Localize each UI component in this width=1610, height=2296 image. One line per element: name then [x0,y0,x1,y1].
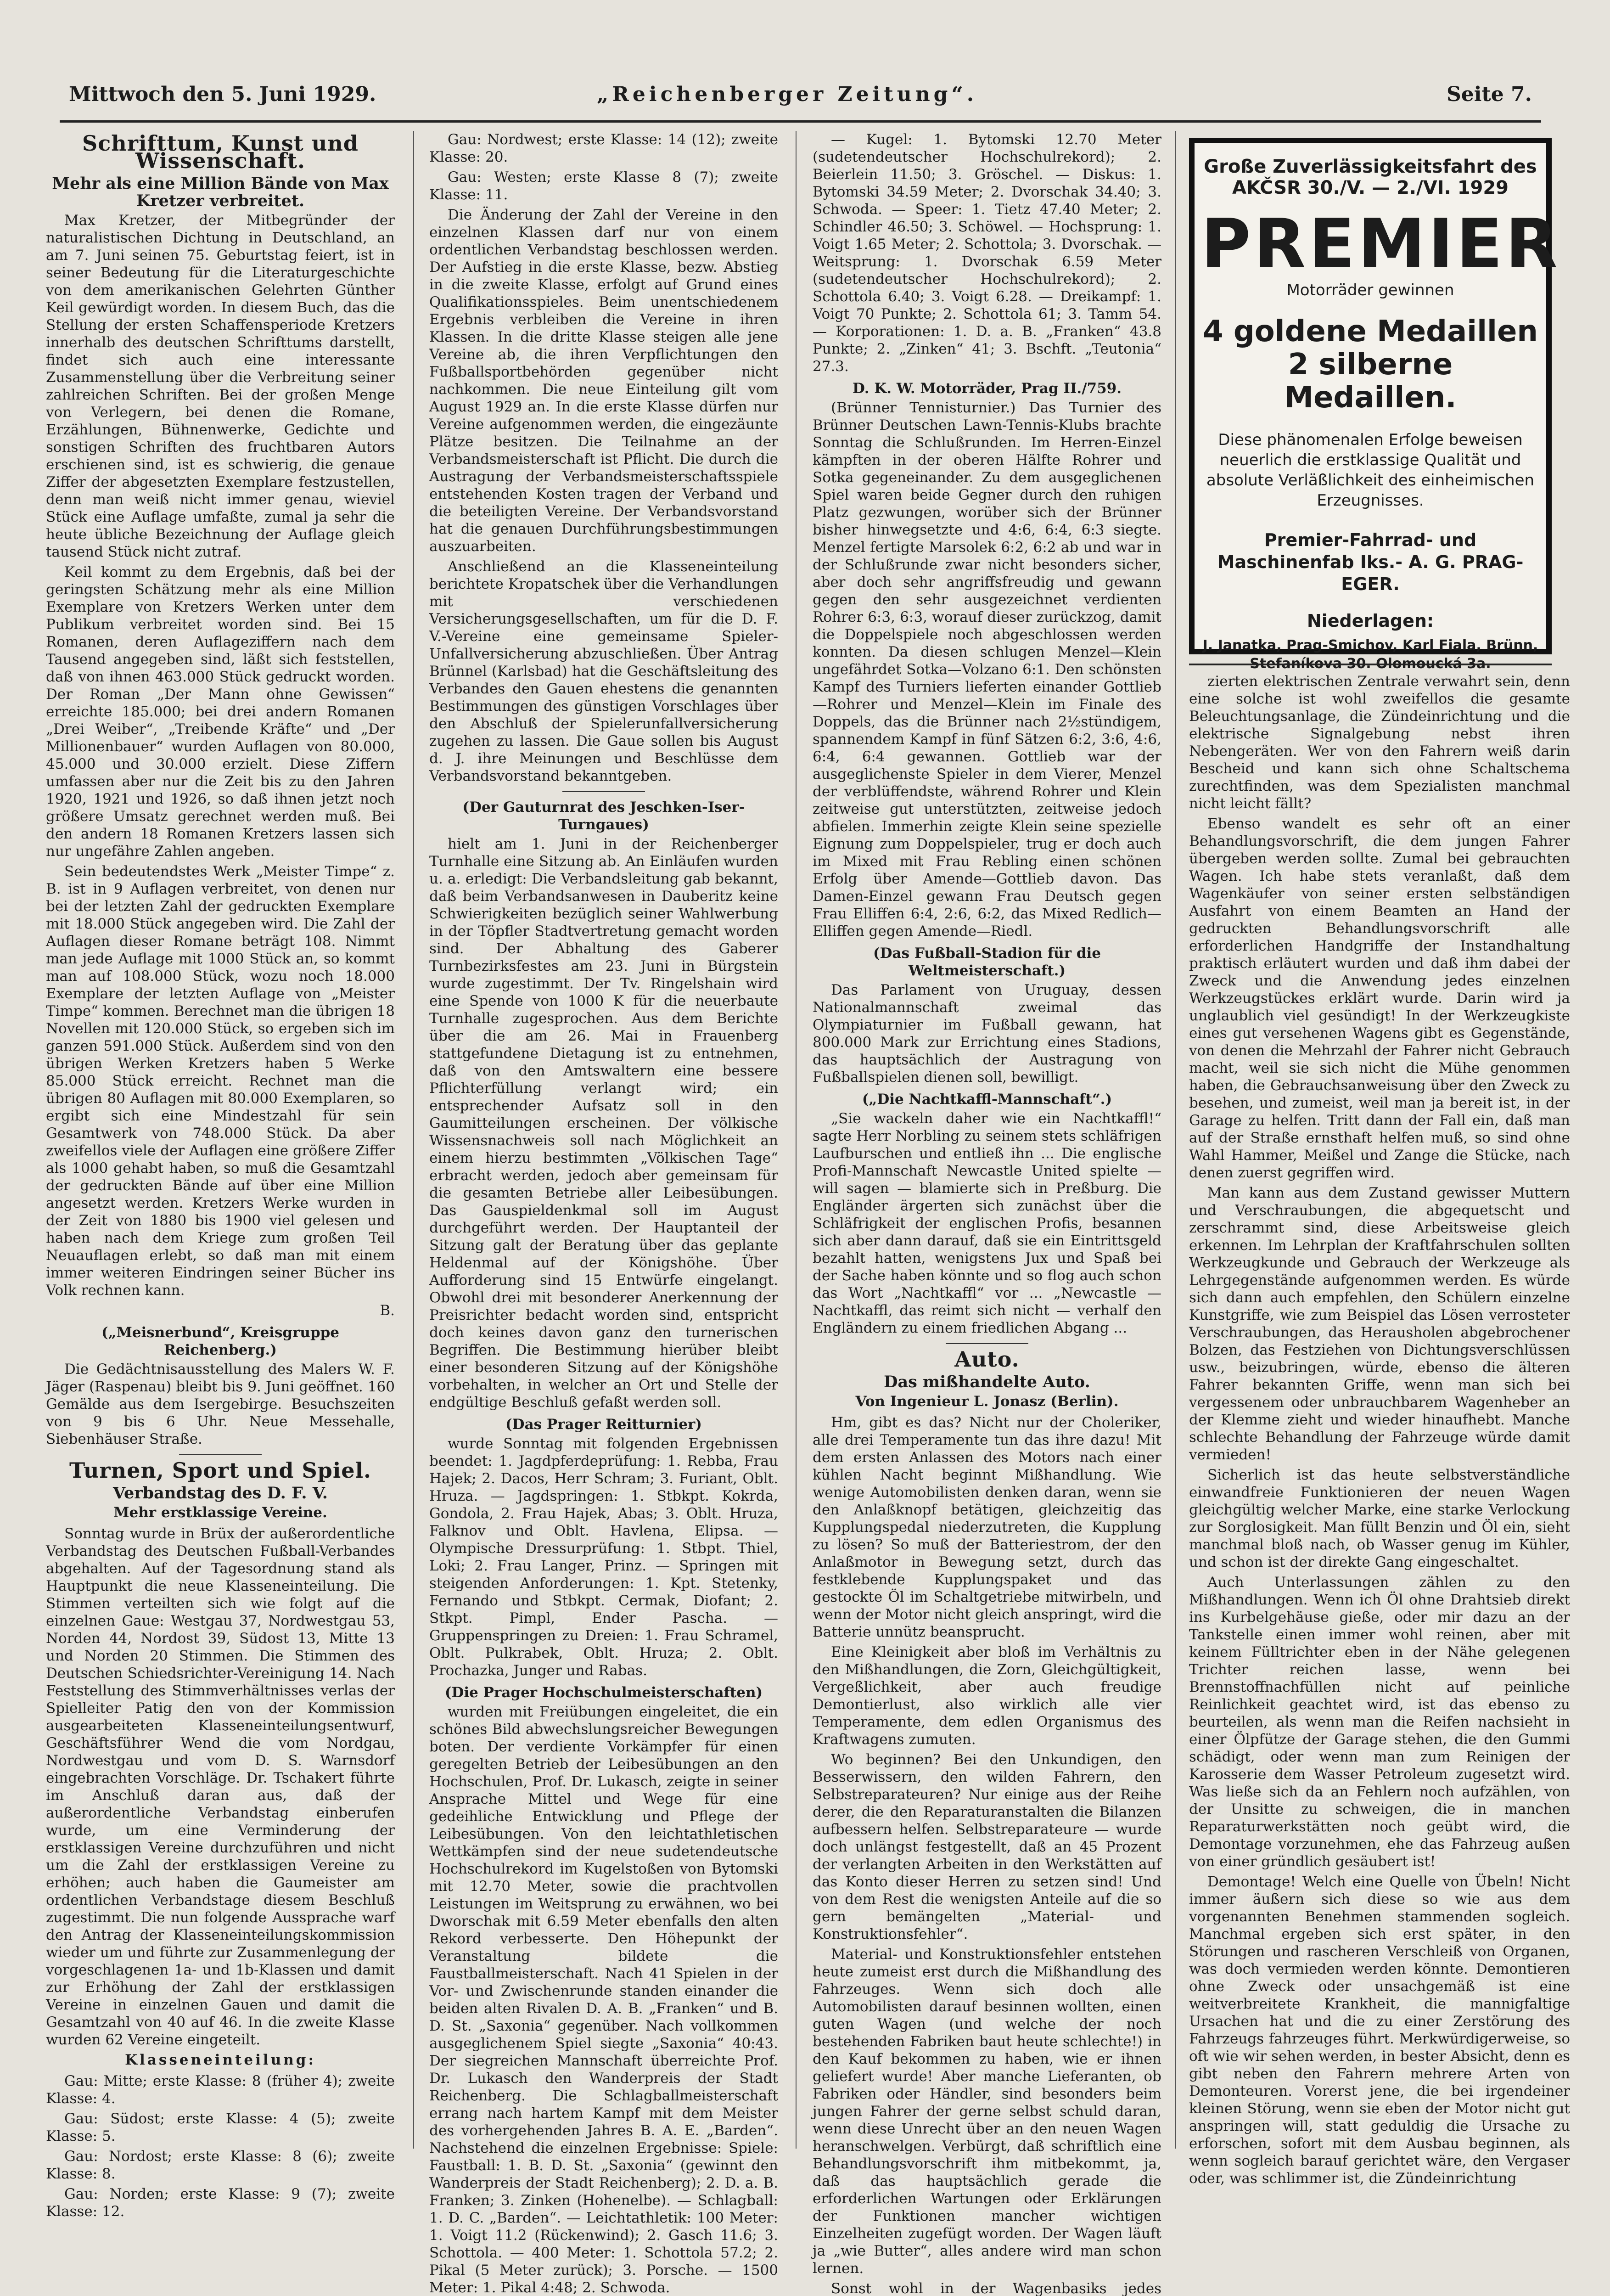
article-paragraph: — Kugel: 1. Bytomski 12.70 Meter (sudetendeutscher Hochschulrekord); 2. Beierlein 11.50; 3. Gröschel. — Diskus: 1. Bytomski 34.59 Meter; 2. Dvorschak 34.40; 3. Schwoda. — Speer: 1. Tietz 47.40 Meter; 2. Schindler 46.50; 3. Schöwel. — Hochsprung: 1. Voigt 1.65 Meter; 2. Schottola; 3. Dvorschak. — Weitsprung: 1. Dvorschak 6.59 Meter (sudetendeutscher Hochschulrekord); 2. Schottola 6.40; 3. Voigt 6.28. — Dreikampf: 1. Voigt 70 Punkte; 2. Schottola 61; 3. Tamm 54. — Korporationen: 1. D. a. B. „Franken“ 43.8 Punkte; 2. „Zinken“ 41; 3. Bschft. „Teutonia“ 27.3. [813,131,1161,375]
ad-outlets-heading: Niederlagen: [1307,611,1434,631]
ad-outlet-addresses: Stefaníkova 30. Olomoucká 3a. [1250,656,1491,672]
article-paragraph: „Sie wackeln daher wie ein Nachtkaffl!“ sagte Herr Norbling zu seinem stets schläfrigen Laufburschen und entließ ihn ... Die englische Profi-Mannschaft Newcastle United spielte — will sagen — blamierte sich in Preßburg. Die Engländer ärgerten sich zunächst über die Schläfrigkeit der englischen Profis, besannen sich aber dann darauf, daß sie ein Eintrittsgeld bezahlt hatten, wenigstens Jux und Spaß bei der Sache haben könnte und so flog auch schon das Wort „Nachtkaffl“ vor ... „Newcastle — Nachtkaffl, das reimt sich nicht — verhalf den Engländern zu einem friedlichen Abgang ... [813,1110,1161,1336]
article-signature: B. [380,1302,395,1319]
article-paragraph: Max Kretzer, der Mitbegründer der naturalistischen Dichtung in Deutschland, an am 7. Juni seinen 75. Geburtstag feiert, ist in seiner Bedeutung für die Literaturgeschichte von dem amerikanischen Gelehrten Günther Keil gewürdigt worden. In diesem Buch, das die Stellung der ersten Schaffensperiode Kretzers innerhalb des deutschen Schrifttums darstellt, findet sich auch eine interessante Zusammenstellung über die Verbreitung seiner zahlreichen Schriften. Bei der großen Menge von Verlegern, bei denen die Romane, Erzählungen, Bühnenwerke, Gedichte und sonstigen Schriften des fruchtbaren Autors erschienen sind, ist es schwierig, die genaue Ziffer der abgesetzten Exemplare festzustellen, denn man weiß nicht immer genau, wieviel Stück eine Auflage umfaßte, zumal ja sehr die heute übliche Bezeichnung der Auflage gleich tausend Stück nicht zutraf. [46,212,395,560]
separator-rule [946,1343,1028,1344]
article-paragraph: Eine Kleinigkeit aber bloß im Verhältnis zu den Mißhandlungen, die Zorn, Gleichgültigkeit, Vergeßlichkeit, aber auch freudige Demontierlust, also wirklich alle vier Temperamente, dem edlen Organismus des Kraftwagens zumuten. [813,1644,1161,1748]
ad-silver-medals: 2 silberne Medaillen. [1284,348,1457,415]
column-4 [1189,673,1570,2187]
table-heading: Klasseneinteilung: [125,2052,316,2068]
article-paragraph: Sonntag wurde in Brüx der außerordentliche Verbandstag des Deutschen Fußball-Verbandes abgehalten. Auf der Tagesordnung stand als Hauptpunkt die neue Klasseneinteilung. Die Stimmen verteilten sich wie folgt auf die einzelnen Gaue: Westgau 37, Nordwestgau 53, Norden 44, Nordost 39, Südost 13, Mitte 13 und Norden 20 Stimmen. Die Stimmen des Deutschen Schiedsrichter-Vereinigung 14. Nach Feststellung des Stimmverhältnisses verlas der Spielleiter Patig den von der Kommission ausgearbeiteten Klasseneinteilungsentwurf, Geschäftsführer Wend die vom Nordgau, Nordwestgau und vom D. S. Warnsdorf eingebrachten Vorschläge. Dr. Tschakert führte im Anschluß daran aus, daß der außerordentliche Verbandstag einberufen wurde, um eine Verminderung der erstklassigen Vereine durchzuführen und nicht um die Zahl der erstklassigen Vereine zu erhöhen; auch haben die Gaumeister am ordentlichen Verbandstage diesem Beschluß zugestimmt. Die nun folgende Aussprache warf den Antrag der Klasseneinteilungskommission wieder um und führte zur Zusammenlegung der vorgeschlagenen 1a- und 1b-Klassen und damit zur Erhöhung der Zahl der erstklassigen Vereine in einzelnen Gauen und damit die Gesamtzahl von 40 auf 46. In die zweite Klasse wurden 62 Vereine eingeteilt. [46,1525,395,2048]
premier-advertisement [1189,138,1560,672]
ad-company: Premier-Fahrrad- und Maschinenfab Iks.- A. G. PRAG-EGER. [1217,530,1524,594]
header-rule [60,120,1541,123]
ad-brand-logo: PREMIER [1201,204,1560,283]
article-byline: Von Ingenieur L. Jonasz (Berlin). [855,1393,1119,1410]
section-heading: Schrifttum, Kunst und Wissenschaft. [82,131,359,173]
article-paragraph: Ebenso wandelt es sehr oft an einer Behandlungsvorschrift, die dem jungen Fahrer übergeben werden sollte. Zumal bei gebrauchten Wagen. Ich habe stets veranlaßt, daß dem Wagenkäufer von seiner ersten selbständigen Ausfahrt von einem Beamten an Hand der gedruckten Behandlungsvorschrift alle erforderlichen Handgriffe der Instandhaltung praktisch erläutert wurden und daß ihm dabei der Zweck und die Anwendung jedes einzelnen Werkzeugstückes erklärt wurde. Darin wird ja unglaublich viel gesündigt! In der Werkzeugkiste eines gut versehenen Wagens gibt es Gegenstände, von denen die Mehrzahl der Fahrer nicht Gebrauch macht, weil sie sich nicht die Mühe genommen haben, die Gebrauchsanweisung über den Zweck zu besehen, und zumeist, weil man ja bereit ist, in der Garage zu helfen. Tritt dann der Fall ein, daß man auf der Straße ernsthaft helfen muß, so sind ohne Wahl Hammer, Meißel und Zange die Stücke, nach denen zuerst gegriffen wird. [1189,816,1570,1181]
article-paragraph: Material- und Konstruktionsfehler entstehen heute zumeist erst durch die Mißhandlung des Fahrzeuges. Wenn sich doch alle Automobilisten darauf besinnen wollten, einen guten Wagen (und welche der noch bestehenden Fabriken baut heute schlechte!) in den Kauf bekommen zu haben, wie er ihnen geliefert wurde! Aber manche Lieferanten, ob Fabriken oder Händler, sind besonders beim jungen Fahrer der gerne selbst schuld daran, wenn diese Unrecht über an den neuen Wagen heranschwelgen. Verbürgt, daß schriftlich eine Behandlungsvorschrift ihm mitbekommt, ja, daß das hauptsächlich gerade die erforderlichen Wartungen oder Erklärungen der Funktionen mancher wichtigen Einzelheiten zugefügt worden. Der Wagen läuft ja „wie Butter“, alles andere wird man schon lernen. [813,1946,1161,2277]
header-page-number: Seite 7. [1446,83,1532,106]
table-row: Gau: Nordost; erste Klasse: 8 (6); zweite Klasse: 8. [46,2148,395,2182]
article-paragraph: Man kann aus dem Zustand gewisser Muttern und Verschraubungen, die abgequetscht und zerschrammt sind, diese Arbeitsweise gleich erkennen. Im Lehrplan der Kraftfahrschulen sollten Werkzeugkunde und Gebrauch der Werkzeuge als Lehrgegenstände aufgenommen werden. Es würde sich dann auch empfehlen, den Schülern einzelne Kunstgriffe, wie zum Beispiel das Lösen verrosteter Verschraubungen, das Herausholen abgebrochener Bolzen, das Festziehen von Dichtungsverschlüssen usw., beizubringen, würde, ebenso die älteren Fahrer bekannten Griffe, wenn man sich bei vergessenem oder unbrauchbarem Wagenheber an der Klemme zieht und wieder hinaufhebt. Manche schlechte Behandlung der Fahrzeuge würde damit vermieden! [1189,1185,1570,1463]
article-subtitle: Mehr erstklassige Vereine. [113,1504,327,1521]
article-paragraph: wurde Sonntag mit folgenden Ergebnissen beendet: 1. Jagdpferdeprüfung: 1. Rebba, Frau Hajek; 2. Dacos, Herr Schram; 3. Furiant, Oblt. Hruza. — Jagdspringen: 1. Stbkpt. Kokrda, Gondola, 2. Frau Hajek, Abas; 3. Oblt. Hruza, Falknov und Oblt. Havlena, Elipsa. — Olympische Dressurprüfung: 1. Stbpt. Thiel, Loki; 2. Frau Langer, Prinz. — Springen mit steigenden Anforderungen: 1. Kpt. Stetenky, Fernando und Stbkpt. Cermak, Diofant; 2. Stkpt. Pimpl, Ender Pascha. — Gruppenspringen zu Dreien: 1. Frau Schramel, Oblt. Pulkrabek, Oblt. Hruza; 2. Oblt. Prochazka, Junger und Rabas. [429,1435,778,1679]
column-3 [813,131,1161,2296]
article-title: Verbandstag des D. F. V. [113,1484,328,1503]
table-row: Gau: Nordwest; erste Klasse: 14 (12); zweite Klasse: 20. [429,131,778,165]
article-paragraph: Das Parlament von Uruguay, dessen Nationalmannschaft zweimal das Olympiaturnier im Fußball gewann, hat 800.000 Mark zur Errichtung eines Stadions, das hauptsächlich der Austragung von Fußballspielen dienen soll, bewilligt. [813,982,1161,1086]
article-paragraph: Die Änderung der Zahl der Vereine in den einzelnen Klassen darf nur von einem ordentlichen Verbandstag beschlossen werden. Der Aufstieg in die erste Klasse, bezw. Abstieg in die zweite Klasse, erfolgt auf Grund eines Qualifikationsspieles. Beim unentschiedenem Ergebnis verbleiben die Vereine in ihren Klassen. In die dritte Klasse steigen alle jene Vereine ab, die ihren Verpflichtungen den Fußballsportbehörden gegenüber nicht nachkommen. Die neue Einteilung gilt vom August 1929 an. In die erste Klasse dürfen nur Vereine aufgenommen werden, die eingezäunte Plätze besitzen. Die Teilnahme an der Verbandsmeisterschaft ist Pflicht. Die durch die Austragung der Verbandsmeisterschaftsspiele entstehenden Kosten tragen der Verband und die beteiligten Vereine. Der Verbandsvorstand hat die genauen Durchführungsbestimmungen auszuarbeiten. [429,207,778,555]
article-paragraph: Anschließend an die Klasseneinteilung berichtete Kropatschek über die Verhandlungen mit verschiedenen Versicherungsgesellschaften, um für die D. F. V.-Vereine eine gemeinsame Spieler-Unfallversicherung abzuschließen. Über Antrag Brünnel (Karlsbad) hat die Geschäftsleitung des Verbandes den Gauen ehestens die genannten Bestimmungen des günstigen Vorschlages über den Abschluß der Spielerunfallversicherung zugehen zu lassen. Die Gaue sollen bis August d. J. ihre Meinungen und Beschlüsse dem Verbandsvorstand bekanntgeben. [429,558,778,784]
article-paragraph: Sein bedeutendstes Werk „Meister Timpe“ z. B. ist in 9 Auflagen verbreitet, von denen nur bei der letzten Zahl der gedruckten Exemplare mit 18.000 Stück angegeben wird. Die Zahl der Auflagen dieser Romane beträgt 108. Nimmt man jede Auflage mit 1000 Stück an, so kommt man auf 108.000 Stück, wozu noch 18.000 Exemplare der letzten Auflage von „Meister Timpe“ kommen. Berechnet man die übrigen 18 Novellen mit 120.000 Stück, so ergeben sich im ganzen 591.000 Stück. Außerdem sind von den übrigen Werken Kretzers haben 5 Werke 85.000 Stück erreicht. Rechnet man die übrigen 80 Auflagen mit 80.000 Exemplaren, so ergibt sich eine Mindestzahl für sein Gesamtwerk von 748.000 Stück. Da aber zweifellos viele der Auflagen eine größere Ziffer als 1000 gehabt haben, so muß die Gesamtzahl der gedruckten Bände auf über eine Million angesetzt werden. Kretzers Werke wurden in der Zeit von 1880 bis 1900 viel gelesen und haben nach dem Kriege zum großen Teil Neuauflagen erlebt, so daß man mit einem immer weiteren Eindringen seiner Bücher ins Volk rechnen kann. [46,863,395,1299]
header-date: Mittwoch den 5. Juni 1929. [69,83,376,106]
article-paragraph: (Brünner Tennisturnier.) Das Turnier des Brünner Deutschen Lawn-Tennis-Klubs brachte Sonntag die Schlußrunden. Im Herren-Einzel kämpften in der oberen Hälfte Rohrer und Sotka gegeneinander. Zu dem ausgeglichenen Spiel waren beide Gegner durch den ruhigen Platz gezwungen, worüber sich der Brünner bisher hinwegsetzte und 4:6, 6:4, 6:3 siegte. Menzel fertigte Marsolek 6:2, 6:2 ab und war in der Schlußrunde zwar nicht besonders sicher, aber doch sehr angriffsfreudig und gewann gegen den sehr ausgezeichnet verdienten Rohrer 6:3, 6:3, worauf dieser zurückzog, damit die Doppelspiele noch abgeschlossen werden konnten. Da diesen schlugen Menzel—Klein ungefährdet Sotka—Volzano 6:1. Den schönsten Kampf des Turniers lieferten einander Gottlieb—Rohrer und Menzel—Klein im Finale des Doppels, das die Brünner nach 2½stündigem, spannendem Kampf in fünf Sätzen 6:2, 3:6, 4:6, 6:4, 6:4 gewannen. Gottlieb war der ausgeglichenste Spieler in dem Vierer, Menzel der verblüffendste, während Rohrer und Klein zeitweise gut unterstützten, zeitweise jedoch abfielen. Immerhin zeigte Klein seine spezielle Eignung zum Doppelspieler, trug er doch auch im Mixed mit Frau Rebling einen schönen Erfolg über Amende—Gottlieb davon. Das Damen-Einzel gewann Frau Deutsch gegen Frau Elliffen 6:4, 2:6, 6:2, das Mixed Redlich—Elliffen gegen Amende—Riedl. [813,400,1161,940]
article-title: (Die Prager Hochschulmeisterschaften) [444,1684,763,1701]
header-paper-title: „Reichenberger Zeitung“. [597,83,978,106]
article-paragraph: Hm, gibt es das? Nicht nur der Choleriker, alle drei Temperamente tun das ihre dazu! Mit dem ersten Anlassen des Motors nach einer kühlen Nacht beginnt Mißhandlung. Wie wenige Automobilisten denken daran, wenn sie den Anlaßknopf betätigen, gleichzeitig das Kupplungspedal niederzutreten, die Kupplung zu lösen? So muß der Batteriestrom, der den Anlaßmotor in Bewegung setzt, durch das festklebende Kupplungspaket und das gestockte Öl im Schaltgetriebe mitwirbeln, und wenn der Motor nicht gleich anspringt, wird die Batterie unnütz beansprucht. [813,1414,1161,1640]
article-paragraph: wurden mit Freiübungen eingeleitet, die ein schönes Bild abwechslungsreicher Bewegungen boten. Der verdiente Vorkämpfer für einen geregelten Betrieb der Leibesübungen an den Hochschulen, Prof. Dr. Lukasch, zeigte in seiner Ansprache Mittel und Wege für eine gedeihliche Entwicklung und Pflege der Leibesübungen. Von den leichtathletischen Wettkämpfen sind der neue sudetendeutsche Hochschulrekord im Kugelstoßen von Bytomski mit 12.70 Meter, sowie die prachtvollen Leistungen im Weitsprung zu erwähnen, wo bei Dworschak mit 6.59 Meter ebenfalls den alten Rekord verbesserte. Den Höhepunkt der Veranstaltung bildete die Faustballmeisterschaft. Nach 41 Spielen in der Vor- und Zwischenrunde standen einander die beiden alten Rivalen D. A. B. „Franken“ und B. D. St. „Saxonia“ gegenüber. Nach vollkommen ausgeglichenem Spiel siegte „Saxonia“ 40:43. Der siegreichen Mannschaft überreichte Prof. Dr. Lukasch den Wanderpreis der Stadt Reichenberg. Die Schlagballmeisterschaft errang nach hartem Kampf mit dem Meister des vorhergehenden Jahres B. A. E. „Barden“. Nachstehend die einzelnen Ergebnisse: Spiele: Faustball: 1. B. D. St. „Saxonia“ (gewinnt den Wanderpreis der Stadt Reichenberg); 2. D. a. B. Franken; 3. Zinken (Hohenelbe). — Schlagball: 1. D. C. „Barden“. — Leichtathletik: 100 Meter: 1. Voigt 11.2 (Rückenwind); 2. Gasch 11.6; 3. Schottola. — 400 Meter: 1. Schottola 57.2; 2. Pikal (5 Meter zurück); 3. Porsche. — 1500 Meter: 1. Pikal 4:48; 2. Schwoda. [429,1704,778,2296]
article-paragraph: hielt am 1. Juni in der Reichenberger Turnhalle eine Sitzung ab. An Einläufen wurden u. a. erledigt: Die Verbandsleitung gab bekannt, daß beim Verbandsanwesen in Dauberitz keine Schwierigkeiten bezüglich seiner Wahlwerbung in der Töpfler Stadtvertretung gemacht worden sind. Der Abhaltung des Gaberer Turnbezirksfestes am 23. Juni in Bürgstein wurde zugestimmt. Der Tv. Ringelshain wird eine Spende von 1000 K für die neuerbaute Turnhalle zugesprochen. Aus dem Berichte über die am 26. Mai in Frauenberg stattgefundene Dietagung ist zu entnehmen, daß von den Amtswaltern eine bessere Pflichterfüllung verlangt wird; ein entsprechender Aufsatz soll in den Gaumitteilungen erscheinen. Der völkische Wissensnachweis soll nach Möglichkeit an einem hierzu bestimmten „Völkischen Tage“ erbracht werden, jedoch aber gemeinsam für die gesamten Betriebe aller Leibesübungen. Das Gauspieldenkmal soll im August durchgeführt werden. Der Hauptanteil der Sitzung galt der Beratung über das geplante Heldenmal auf der Königshöhe. Über Aufforderung sind 15 Entwürfe eingelangt. Obwohl drei mit besonderer Anerkennung der Preisrichter bedacht worden sind, entspricht doch keines davon ganz den turnerischen Begriffen. Die Bestimmung hierüber bleibt einer besonderen Sitzung auf der Königshöhe vorbehalten, in welcher an Ort und Stelle der endgültige Beschluß gefaßt werden soll. [429,836,778,1411]
table-row: Gau: Mitte; erste Klasse: 8 (früher 4); zweite Klasse: 4. [46,2073,395,2107]
article-title: („Die Nachtkaffl-Mannschaft“.) [862,1091,1112,1108]
ad-outlets: J. Janatka, Prag-Smichov, Karl Fiala, Brünn, [1202,637,1538,653]
column-rule [413,131,414,2149]
column-1 [46,131,395,2220]
separator-rule [562,791,645,792]
ad-event-dates: AKČSR 30./V. — 2./VI. 1929 [1232,177,1509,198]
article-paragraph: zierten elektrischen Zentrale verwahrt sein, denn eine solche ist wohl zweifellos die gesamte Beleuchtungsanlage, die Zündeinrichtung und die elektrische Signalgebung nebst ihren Nebengeräten. Wer von den Fahrern weiß darin Bescheid und kann sich ohne Schaltschema zurechtfinden, was dem Spezialisten manchmal nicht leicht fällt? [1189,673,1570,812]
table-row: Gau: Norden; erste Klasse: 9 (7); zweite Klasse: 12. [46,2186,395,2220]
ad-gold-medals: 4 goldene Medaillen [1203,315,1538,349]
article-title: (Der Gauturnrat des Jeschken-Iser-Turngaues) [462,799,745,833]
section-heading: Auto. [954,1347,1020,1372]
article-title: (Das Fußball-Stadion für die Weltmeisterschaft.) [873,945,1101,979]
ad-event-line: Große Zuverlässigkeitsfahrt des [1204,156,1537,177]
separator-rule [179,1454,262,1455]
table-row: Gau: Südost; erste Klasse: 4 (5); zweite Klasse: 5. [46,2110,395,2144]
column-rule [1175,131,1176,2149]
table-row: Gau: Westen; erste Klasse 8 (7); zweite Klasse: 11. [429,169,778,203]
ad-tagline: Motorräder gewinnen [1286,281,1454,299]
article-title: (Das Prager Reitturnier) [505,1416,702,1433]
section-heading: Turnen, Sport und Spiel. [69,1458,372,1483]
article-title: Mehr als eine Million Bände von Max Kretzer verbreitet. [52,174,389,210]
article-title: Das mißhandelte Auto. [884,1373,1090,1391]
article-paragraph: Wo beginnen? Bei den Unkundigen, den Besserwissern, den wilden Fahrern, den Selbstreparateuren? Nur einige aus der Reihe derer, die den Reparaturanstalten die Bilanzen aufbessern helfen. Selbstreparateure — wurde doch unlängst festgestellt, daß an 45 Prozent der verlangten Arbeiten in den Werkstätten auf das Konto dieser Herren zu setzen sind! Und von dem Rest die wenigsten Anteile auf die so gern bemängelten „Material- und Konstruktionsfehler“. [813,1751,1161,1942]
article-paragraph: Die Gedächtnisausstellung des Malers W. F. Jäger (Raspenau) bleibt bis 9. Juni geöffnet. 160 Gemälde aus dem Isergebirge. Besuchszeiten von 9 bis 6 Uhr. Neue Messehalle, Siebenhäuser Straße. [46,1361,395,1447]
article-paragraph: Auch Unterlassungen zählen zu den Mißhandlungen. Wenn ich Öl ohne Drahtsieb direkt ins Kurbelgehäuse gieße, oder mir dazu an der Tankstelle einen immer wohl reinen, aber mit keinem Fülltrichter eben in der Nähe gelegenen Trichter reichen lasse, wenn bei Brennstoffnachfüllen nicht auf peinliche Reinlichkeit geachtet wird, ist das ebenso zu beurteilen, als wenn man die Reifen nachsieht in einer Ölpfütze der Garage stehen, die den Gummi schädigt, oder wenn man zum Reinigen der Karosserie dem Wasser Petroleum zugesetzt wird. Was ließe sich da an Fehlern noch aufzählen, von der Unsitte zu schweigen, die in manchen Reparaturwerkstätten noch geübt wird, die Demontage vorzunehmen, ehe das Fahrzeug außen von einer gründlich gesäubert ist! [1189,1574,1570,1870]
article-paragraph: Sonst wohl in der Wagenbasiks jedes [831,2280,1161,2296]
article-title: D. K. W. Motorräder, Prag II./759. [852,380,1122,397]
article-paragraph: Demontage! Welch eine Quelle von Übeln! Nicht immer äußern sich diese so wie aus dem vorgenannten Benehmen stammenden sogleich. Manchmal ergeben sich erst später, in den Störungen und rascheren Verschleiß von Organen, was doch vermieden werden könnte. Demontieren ohne Zweck oder unsachgemäß ist eine weitverbreitete Krankheit, die mannigfaltige Ursachen hat und die zu einer Zerstörung des Fahrzeugs fahrzeuges führt. Merkwürdigerweise, so oft wie wir sehen werden, in bester Absicht, denn es gibt neben den Fahrern mehrere Arten von Demonteuren. Vorerst jene, die bei irgendeiner kleinen Störung, wenn sie eben der Motor nicht gut anspringen will, statt geduldig die Ursache zu erforschen, sofort mit dem Ausbau beginnen, als wenn sogleich barauf gerichtet wäre, den Vergaser oder, was schlimmer ist, die Zündeinrichtung [1189,1874,1570,2187]
article-paragraph: Sicherlich ist das heute selbstverständliche einwandfreie Funktionieren der neuen Wagen gleichgültig welcher Marke, eine starke Verlockung zur Sorglosigkeit. Man füllt Benzin und Öl ein, sieht manchmal bloß nach, ob Wasser genug im Kühler, und schon ist der direkte Gang eingeschaltet. [1189,1467,1570,1570]
separator-rule [1189,664,1552,665]
column-rule [796,131,797,2149]
article-paragraph: Keil kommt zu dem Ergebnis, daß bei der geringsten Schätzung mehr als eine Million Exemplare von Kretzers Werken unter dem Publikum verbreitet worden sind. Bei 15 Romanen, deren Auflageziffern nach dem Tausend angegeben sind, läßt sich feststellen, daß von ihnen 463.000 Stück gedruckt worden. Der Roman „Der Mann ohne Gewissen“ erreichte 185.000; bei drei andern Romanen „Drei Weiber“, „Treibende Kräfte“ und „Der Millionenbauer“ wurden Auflagen von 80.000, 45.000 und 30.000 erzielt. Diese Ziffern umfassen aber nur die Zeit bis zu den Jahren 1920, 1921 und 1926, so daß ihnen jetzt noch größere Umsatz gerechnet werden muß. Bei den andern 18 Romanen Kretzers lassen sich nur ungefähre Zahlen angeben. [46,564,395,860]
column-2 [429,131,778,2296]
article-title: („Meisnerbund“, Kreisgruppe Reichenberg.) [101,1324,340,1358]
ad-claim: Diese phänomenalen Erfolge beweisen neuerlich die erstklassige Qualität und absolute Verläßlichkeit des einheimischen Erzeugnisses. [1206,431,1535,510]
